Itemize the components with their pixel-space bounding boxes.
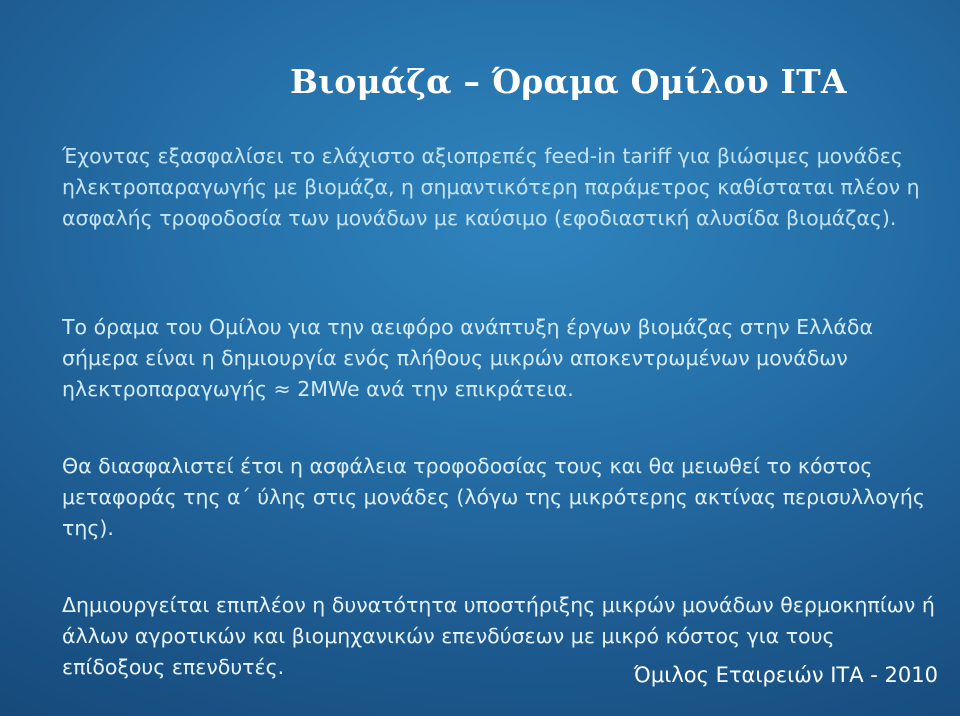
slide-title: Βιομάζα – Όραμα Ομίλου ΙΤΑ <box>290 62 847 101</box>
paragraph-feed-in-tariff: Έχοντας εξασφαλίσει το ελάχιστο αξιοπρεπές feed-in tariff για βιώσιμες μονάδες ηλεκτροπαραγωγής με βιομάζα, η σημαντικότερη παράμετρος καθίσταται πλέον η ασφαλής τροφοδοσία των μονάδων με καύσιμο (εφοδιαστική αλυσίδα βιομάζας). <box>62 144 920 230</box>
paragraph-greenhouse-support: Δημιουργείται επιπλέον η δυνατότητα υποστήριξης μικρών μονάδων θερμοκηπίων ή άλλων αγροτικών και βιομηχανικών επενδύσεων με μικρό κόστος για τους επίδοξους επενδυτές. <box>62 593 935 679</box>
paragraph-vision: Το όραμα του Ομίλου για την αειφόρο ανάπτυξη έργων βιομάζας στην Ελλάδα σήμερα είναι η δημιουργία ενός πλήθους μικρών αποκεντρωμένων μονάδων ηλεκτροπαραγωγής ≈ 2MWe ανά την επικράτεια. <box>62 315 873 401</box>
footer-company: Όμιλος Εταιρειών ΙΤΑ - 2010 <box>633 663 938 687</box>
paragraph-supply-security: Θα διασφαλιστεί έτσι η ασφάλεια τροφοδοσίας τους και θα μειωθεί το κόστος μεταφοράς της α΄ ύλης στις μονάδες (λόγω της μικρότερης ακτίνας περισυλλογής της). <box>62 454 925 540</box>
